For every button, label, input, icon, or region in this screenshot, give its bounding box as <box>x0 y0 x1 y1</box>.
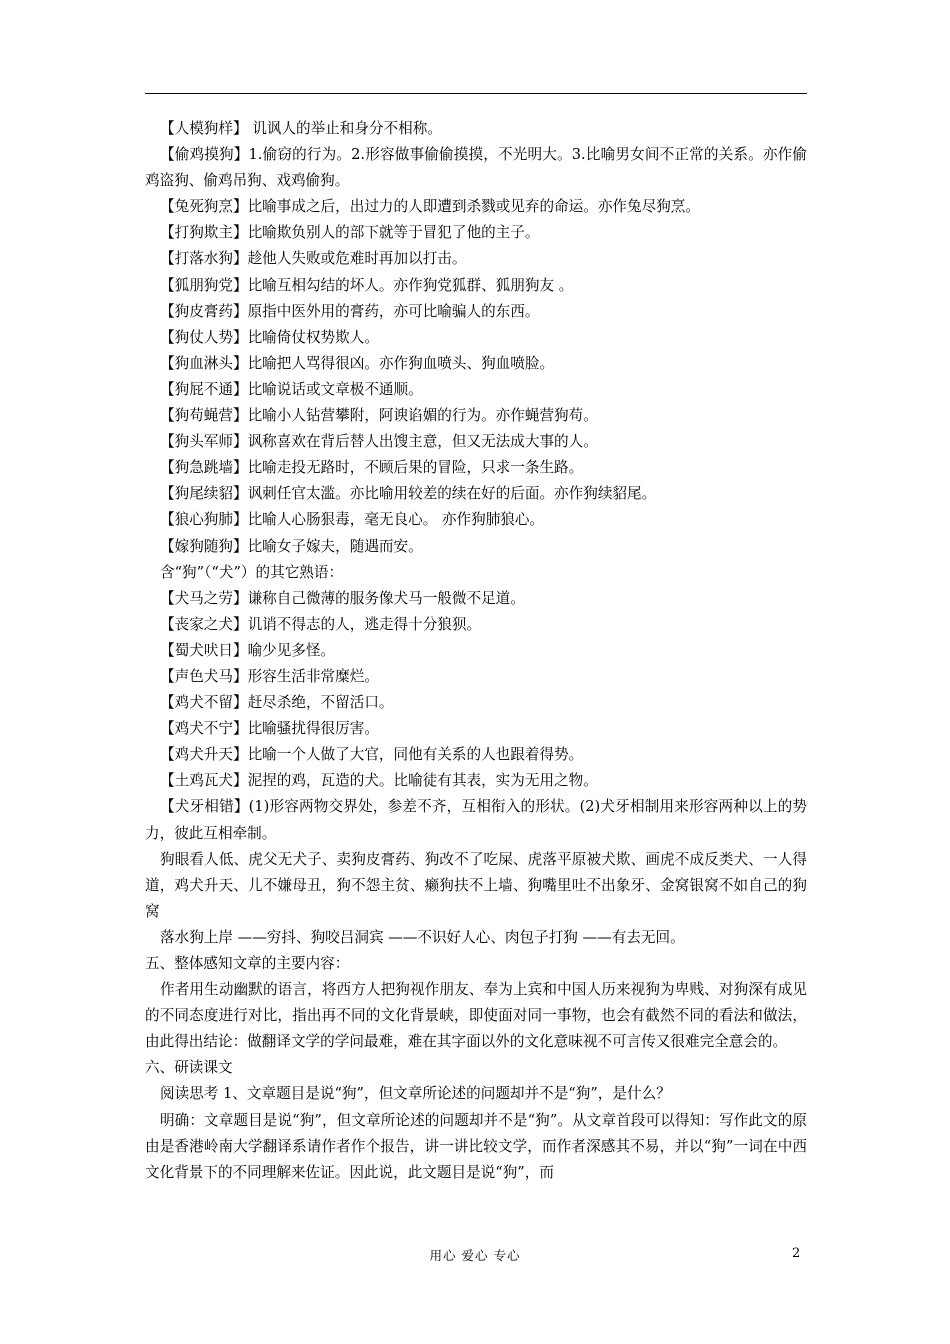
paragraph: 【打狗欺主】比喻欺负别人的部下就等于冒犯了他的主子。 <box>160 224 540 242</box>
paragraph: 【蜀犬吠日】喻少见多怪。 <box>160 641 336 659</box>
paragraph: 【嫁狗随狗】比喻女子嫁夫，随遇而安。 <box>160 537 423 555</box>
paragraph: 明确：文章题目是说“狗”，但文章所论述的问题却并不是“狗”。从文章首段可以得知：写作此文的原由是香港岭南大学翻译系请作者作个报告，讲一讲比较文学，而作者深感其不易，并以“狗”一词在中西文化背景下的不同理解来佐证。因此说，此文题目是说“狗”，而 <box>145 1111 807 1181</box>
paragraph: 【打落水狗】趁他人失败或危难时再加以打击。 <box>160 250 467 268</box>
paragraph: 【狗皮膏药】原指中医外用的膏药，亦可比喻骗人的东西。 <box>160 302 540 320</box>
body-text <box>145 116 807 1186</box>
paragraph: 【鸡犬升天】比喻一个人做了大官，同他有关系的人也跟着得势。 <box>160 746 584 764</box>
paragraph: 【狗急跳墙】比喻走投无路时，不顾后果的冒险，只求一条生路。 <box>160 459 584 477</box>
paragraph: 【人模狗样】 讥讽人的举止和身分不相称。 <box>160 120 442 137</box>
paragraph: 六、研读课文 <box>145 1059 233 1077</box>
paragraph: 【丧家之犬】讥诮不得志的人，逃走得十分狼狈。 <box>160 615 482 633</box>
footer-text: 用心 爱心 专心 <box>429 1248 521 1263</box>
paragraph: 落水狗上岸 ——穷抖、狗咬吕洞宾 ——不识好人心、肉包子打狗 ——有去无回。 <box>160 928 685 946</box>
paragraph: 阅读思考 1、文章题目是说“狗”，但文章所论述的问题却并不是“狗”，是什么？ <box>160 1085 671 1103</box>
paragraph: 五、整体感知文章的主要内容： <box>145 955 350 972</box>
header-rule <box>145 93 807 94</box>
paragraph: 【狗尾续貂】讽刺任官太滥。亦比喻用较差的续在好的后面。亦作狗续貂尾。 <box>160 485 657 503</box>
paragraph: 【土鸡瓦犬】泥捏的鸡，瓦造的犬。比喻徒有其表，实为无用之物。 <box>160 772 598 790</box>
paragraph: 【狗屁不通】比喻说话或文章极不通顺。 <box>160 380 423 398</box>
paragraph: 【偷鸡摸狗】1.偷窃的行为。2.形容做事偷偷摸摸，不光明大。3.比喻男女间不正常的关系。亦作偷鸡盗狗、偷鸡吊狗、戏鸡偷狗。 <box>145 146 807 190</box>
page-number: 2 <box>792 1246 801 1261</box>
paragraph: 【狗仗人势】比喻倚仗权势欺人。 <box>160 328 379 346</box>
paragraph: 【狐朋狗党】比喻互相勾结的坏人。亦作狗党狐群、狐朋狗友 。 <box>160 276 574 294</box>
paragraph: 【狗头军师】讽称喜欢在背后替人出馊主意，但又无法成大事的人。 <box>160 433 598 451</box>
paragraph: 【狼心狗肺】比喻人心肠狠毒，毫无良心。 亦作狗肺狼心。 <box>160 511 545 529</box>
paragraph: 【兔死狗烹】比喻事成之后，出过力的人即遭到杀戮或见弃的命运。亦作兔尽狗烹。 <box>160 198 700 216</box>
paragraph: 含“狗”（“犬”）的其它熟语： <box>160 563 344 581</box>
paragraph: 作者用生动幽默的语言，将西方人把狗视作朋友、奉为上宾和中国人历来视狗为卑贱、对狗深有成见的不同态度进行对比，指出再不同的文化背景峡，即使面对同一事物，也会有截然不同的看法和做法，由此得出结论：做翻译文学的学问最难，难在其字面以外的文化意味视不可言传又很难完全意会的。 <box>145 981 807 1051</box>
paragraph: 【鸡犬不留】赶尽杀绝，不留活口。 <box>160 694 394 712</box>
paragraph: 【声色犬马】形容生活非常糜烂。 <box>160 667 379 685</box>
paragraph: 【狗苟蝇营】比喻小人钻营攀附，阿谀谄媚的行为。亦作蝇营狗苟。 <box>160 407 598 425</box>
paragraph: 【犬牙相错】(1)形容两物交界处，参差不齐，互相衔入的形状。(2)犬牙相制用来形容两种以上的势力，彼此互相牵制。 <box>145 798 807 842</box>
paragraph: 【鸡犬不宁】比喻骚扰得很厉害。 <box>160 720 379 738</box>
paragraph: 【犬马之劳】谦称自己微薄的服务像犬马一般微不足道。 <box>160 589 525 607</box>
paragraph: 狗眼看人低、虎父无犬子、卖狗皮膏药、狗改不了吃屎、虎落平原被犬欺、画虎不成反类犬、一人得道，鸡犬升天、儿不嫌母丑，狗不怨主贫、癞狗扶不上墙、狗嘴里吐不出象牙、金窝银窝不如自己的狗窝 <box>145 850 807 920</box>
paragraph: 【狗血淋头】比喻把人骂得很凶。亦作狗血喷头、狗血喷脸。 <box>160 354 555 372</box>
